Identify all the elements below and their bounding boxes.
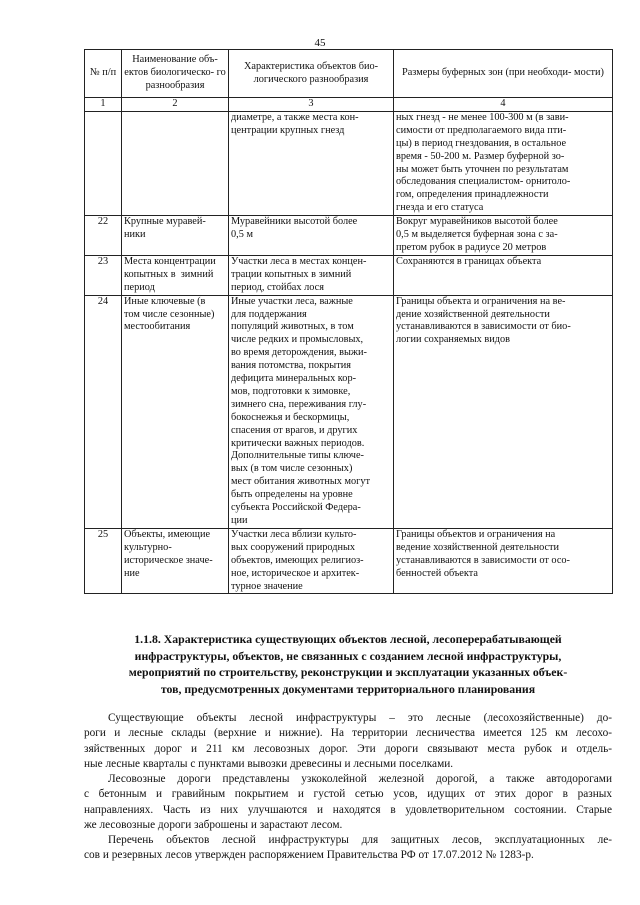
row-characteristic: Муравейники высотой более 0,5 м [229, 216, 394, 256]
row-number: 22 [85, 216, 122, 256]
row-buffer-zone: ных гнезд - не менее 100-300 м (в зави- симости от предполагаемого вида пти- цы) в период гнездования, в остальное время - 50-200 м. Размер буферной зо- ны может быть уточнен по результатам обследования специалистом- орнитоло- гом, определения принадлежности гнезда и его статуса [394, 111, 613, 215]
row-buffer-zone: Границы объектов и ограничения на ведение хозяйственной деятельности устанавливаются в зависимости от осо- бенностей объекта [394, 528, 613, 594]
row-characteristic: Участки леса вблизи культо- вых сооружений природных объектов, имеющих религиоз- ное, историческое и архитек- турное значение [229, 528, 394, 594]
row-object-name: Объекты, имеющие культурно- историческое значе- ние [122, 528, 229, 594]
text-line: направлениях. Часть из них улучшаются и находятся в удовлетворительном состоянии. Старые [84, 803, 612, 816]
table-header-row [85, 50, 613, 98]
column-number: 3 [229, 98, 394, 112]
row-buffer-zone: Вокруг муравейников высотой более 0,5 м выделяется буферная зона с за- претом рубок в радиусе 20 метров [394, 216, 613, 256]
text-line: ные лесные кварталы с пунктами вывозки древесины и лесными поселками. [84, 757, 454, 770]
text-line: Перечень объектов лесной инфраструктуры для защитных лесов, эксплуатационных ле- [108, 834, 612, 846]
paragraph-infrastructure-list [84, 833, 612, 864]
row-characteristic: Иные участки леса, важные для поддержания популяций животных, в том числе редких и промысловых, во время деторождения, выжи- вания потомства, покрытия дефицита минеральных кор- мов, подготовки к зимовке, зимнего сна, переживания глу- бокоснежья и бескормицы, спасения от врагов, и других критически важных периодов. Дополнительные типы ключе- вых (в том числе сезонных) мест обитания животных могут быть определены на уровне субъекта Российской Федера- ции [229, 295, 394, 528]
section-heading: 1.1.8. Характеристика существующих объектов лесной, лесоперерабатывающей инфраструктуры, объектов, не связанных с созданием лесной инфраструктуры, мероприятий по строительству, реконструкции и эксплуатации указанных объек- тов, предусмотренных документами территориального планирования [128, 632, 568, 696]
header-characteristic: Характеристика объектов био- логического разнообразия [229, 50, 394, 98]
row-object-name: Крупные муравей- ники [122, 216, 229, 256]
text-line: сов и резервных лесов утвержден распоряжением Правительства РФ от 17.07.2012 № 1283-р. [84, 849, 534, 862]
header-number: № п/п [85, 50, 122, 98]
paragraph-infrastructure [84, 711, 612, 772]
column-number: 4 [394, 98, 613, 112]
page-number: 45 [314, 37, 326, 49]
table-row [85, 111, 613, 215]
table-row [85, 295, 613, 528]
column-number: 1 [85, 98, 122, 112]
row-buffer-zone: Границы объекта и ограничения на ве- дение хозяйственной деятельности устанавливаются в зависимости от био- логии сохраняемых видов [394, 295, 613, 528]
row-number [85, 111, 122, 215]
row-characteristic: диаметре, а также места кон- центрации крупных гнезд [229, 111, 394, 215]
table-row [85, 528, 613, 594]
header-buffer-zones: Размеры буферных зон (при необходи- мости) [394, 50, 613, 98]
row-number: 24 [85, 295, 122, 528]
table-row [85, 216, 613, 256]
text-line: с бетонным и гравийным покрытием и густой сетью усов, идущих от этих дорог в разных [84, 788, 612, 801]
column-number: 2 [122, 98, 229, 112]
text-line: роги и лесные склады (верхние и нижние). На территории лесничества имеется 125 км лесохо- [84, 727, 612, 740]
row-number: 23 [85, 255, 122, 295]
text-line: же лесовозные дороги заброшены и зарастают лесом. [84, 818, 343, 831]
text-line: Лесовозные дороги представлены узкоколейной железной дорогой, а также автодорогами [108, 773, 612, 785]
paragraph-logging-roads [84, 772, 612, 833]
row-object-name [122, 111, 229, 215]
row-characteristic: Участки леса в местах концен- трации копытных в зимний период, стойбах лося [229, 255, 394, 295]
biodiversity-table [84, 49, 613, 594]
text-line: Существующие объекты лесной инфраструктуры – это лесные (лесохозяйственные) до- [108, 712, 612, 724]
row-number: 25 [85, 528, 122, 594]
table-row [85, 255, 613, 295]
text-line: зяйственных дорог и 211 км лесовозных дорог. Эти дороги связывают места рубок и отдель- [84, 742, 612, 755]
row-object-name: Иные ключевые (в том числе сезонные) местообитания [122, 295, 229, 528]
row-buffer-zone: Сохраняются в границах объекта [394, 255, 613, 295]
column-number-row [85, 98, 613, 112]
header-object-name: Наименование объ- ектов биологическо- го разнообразия [122, 50, 229, 98]
row-object-name: Места концентрации копытных в зимний период [122, 255, 229, 295]
